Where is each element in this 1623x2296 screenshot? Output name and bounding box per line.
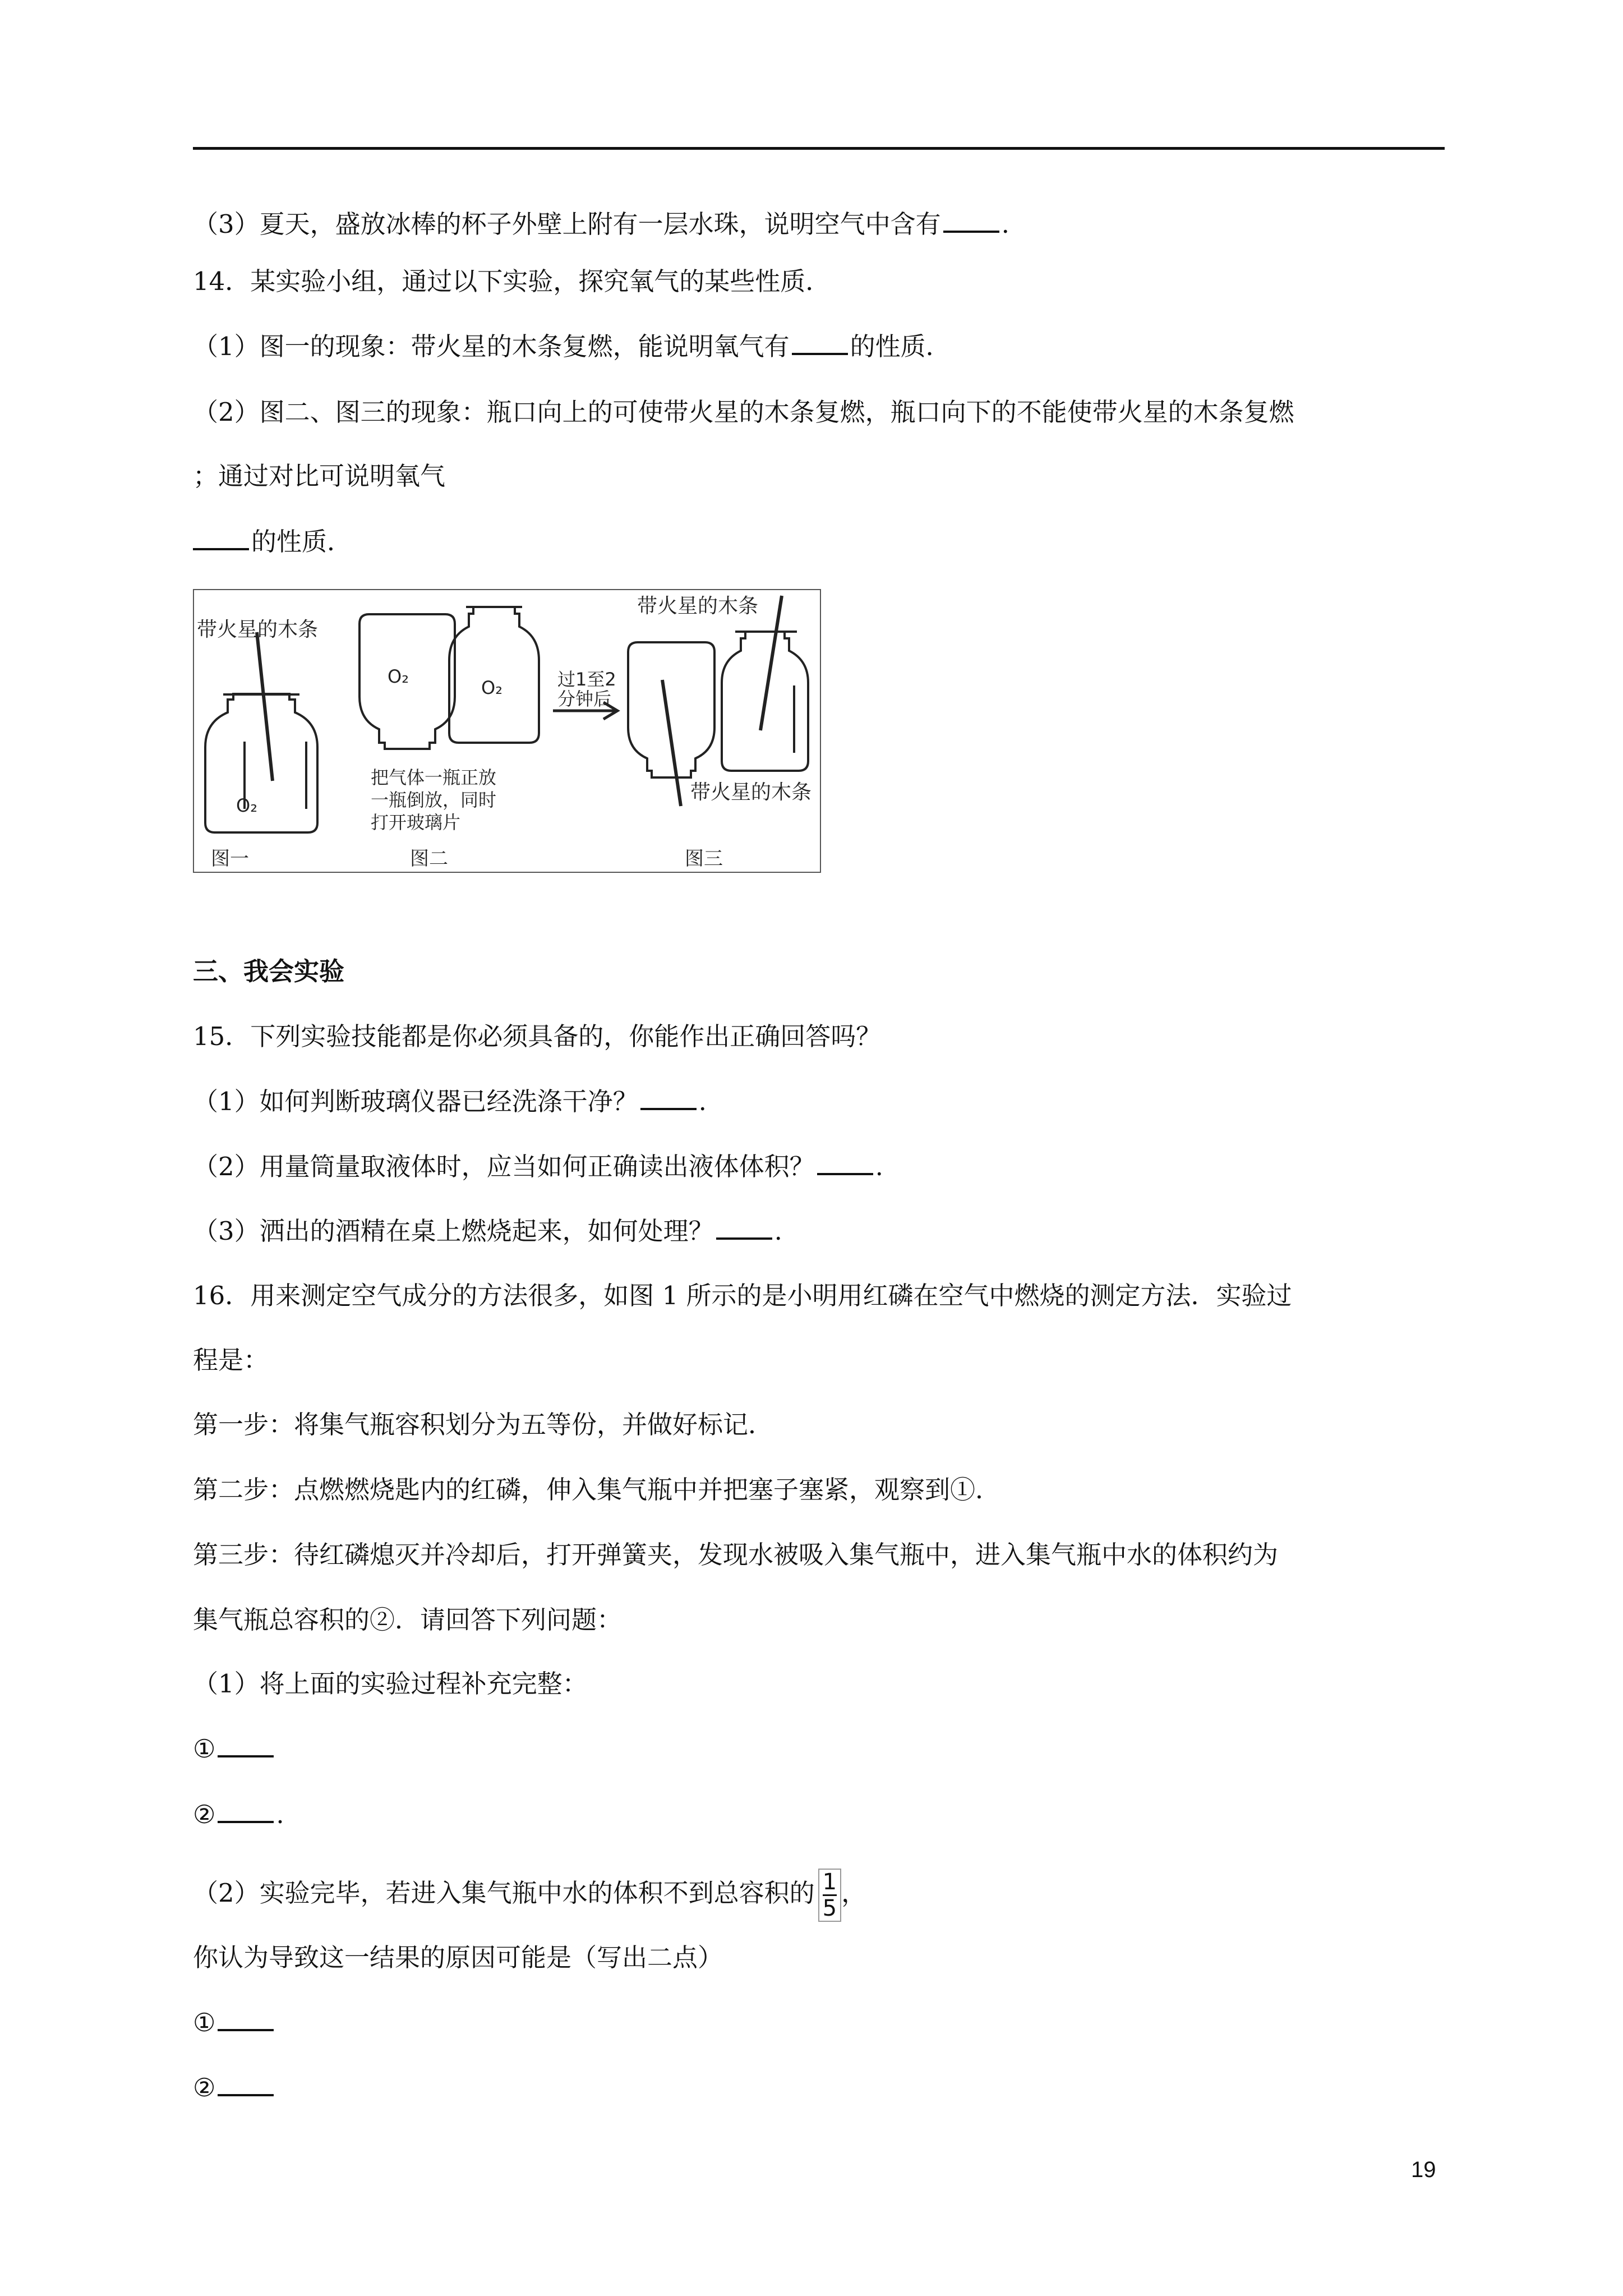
q14-1: （1）图一的现象：带火星的木条复燃，能说明氧气有 的性质．: [193, 332, 951, 361]
q16-1-answer-1: ①: [193, 1732, 276, 1766]
answer-blank[interactable]: [716, 1216, 772, 1240]
q14-2-line2: ；通过对比可说明氧气: [193, 461, 446, 491]
q15-3: （3）洒出的酒精在桌上燃烧起来，如何处理？ .: [193, 1216, 782, 1246]
answer-blank[interactable]: [817, 1152, 873, 1175]
bottle-fig1: [205, 694, 317, 832]
q15-1: （1）如何判断玻璃仪器已经洗涤干净？ .: [193, 1087, 707, 1116]
page-number: 19: [1411, 2157, 1436, 2182]
fig2-note: 打开玻璃片: [371, 812, 461, 833]
header-rule: [193, 147, 1445, 150]
oxygen-experiment-figure: [193, 589, 821, 873]
answer-blank[interactable]: [218, 2008, 274, 2031]
answer-blank[interactable]: [943, 209, 999, 233]
fig3-stick-label-bottom: 带火星的木条: [690, 781, 812, 804]
o2-label: O₂: [236, 795, 258, 816]
q16-2: （2）实验完毕，若进入集气瓶中水的体积不到总容积的 $\frac{1}{5}$ ，: [193, 1869, 867, 1921]
q16-step3-line1: 第三步：待红磷熄灭并冷却后，打开弹簧夹，发现水被吸入集气瓶中，进入集气瓶中水的体积约为: [193, 1540, 1279, 1570]
q16-1-answer-2: ② .: [193, 1800, 284, 1829]
glowing-stick-fig1: [257, 632, 273, 781]
q16-2-answer-1: ①: [193, 2006, 276, 2040]
q15-title: 15．下列实验技能都是你必须具备的，你能作出正确回答吗？: [193, 1022, 882, 1051]
q14-2-line3: 的性质．: [193, 525, 352, 559]
q16-step2: 第二步：点燃燃烧匙内的红磷，伸入集气瓶中并把塞子塞紧，观察到①．: [193, 1475, 1001, 1504]
fraction-one-fifth: $\frac{1}{5}$: [818, 1869, 841, 1922]
answer-blank[interactable]: [792, 332, 848, 355]
fig1-caption: 图一: [211, 848, 249, 870]
fig2-note: 把气体一瓶正放: [371, 767, 497, 788]
answer-blank[interactable]: [640, 1087, 697, 1110]
q16-step3-line2: 集气瓶总容积的②．请回答下列问题：: [193, 1605, 623, 1635]
o2-label: O₂: [481, 677, 503, 698]
bottle-fig2-upright: [449, 607, 539, 743]
q13-3: （3）夏天，盛放冰棒的杯子外壁上附有一层水珠，说明空气中含有 .: [193, 209, 1009, 239]
fig3-stick-label-top: 带火星的木条: [637, 595, 759, 618]
glowing-stick-fig3a: [662, 680, 681, 806]
q15-2: （2）用量筒量取液体时，应当如何正确读出液体体积？ .: [193, 1152, 883, 1181]
q16-line1: 16．用来测定空气成分的方法很多，如图 1 所示的是小明用红磷在空气中燃烧的测定方法．实验过: [193, 1281, 1292, 1310]
q16-2-answer-2: ②: [193, 2071, 276, 2105]
fig2-caption: 图二: [410, 848, 448, 870]
fig2-note: 一瓶倒放，同时: [371, 789, 497, 811]
glowing-stick-fig3b: [760, 596, 782, 730]
q13-3-text: （3）夏天，盛放冰棒的杯子外壁上附有一层水珠，说明空气中含有: [193, 209, 941, 239]
arrow-label-bottom: 分钟后: [557, 688, 612, 710]
q16-step1: 第一步：将集气瓶容积划分为五等份，并做好标记．: [193, 1410, 774, 1439]
arrow-label-top: 过1至2: [557, 669, 616, 690]
fig3-caption: 图三: [685, 848, 723, 870]
answer-blank[interactable]: [218, 1800, 274, 1823]
section-heading: 三、我会实验: [193, 956, 345, 986]
q14-2-line1: （2）图二、图三的现象：瓶口向上的可使带火星的木条复燃，瓶口向下的不能使带火星的木条复燃: [193, 397, 1294, 427]
answer-blank[interactable]: [193, 527, 249, 550]
q16-line2: 程是：: [193, 1345, 269, 1375]
q16-reason: 你认为导致这一结果的原因可能是（写出二点）: [193, 1943, 723, 1972]
o2-label: O₂: [388, 666, 409, 687]
q14-title: 14．某实验小组，通过以下实验，探究氧气的某些性质．: [193, 266, 831, 296]
answer-blank[interactable]: [218, 1734, 274, 1757]
bottle-fig3-inverted: [628, 642, 714, 777]
q16-1: （1）将上面的实验过程补充完整：: [193, 1669, 588, 1699]
fig1-stick-label: 带火星的木条: [197, 618, 319, 641]
answer-blank[interactable]: [218, 2073, 274, 2096]
